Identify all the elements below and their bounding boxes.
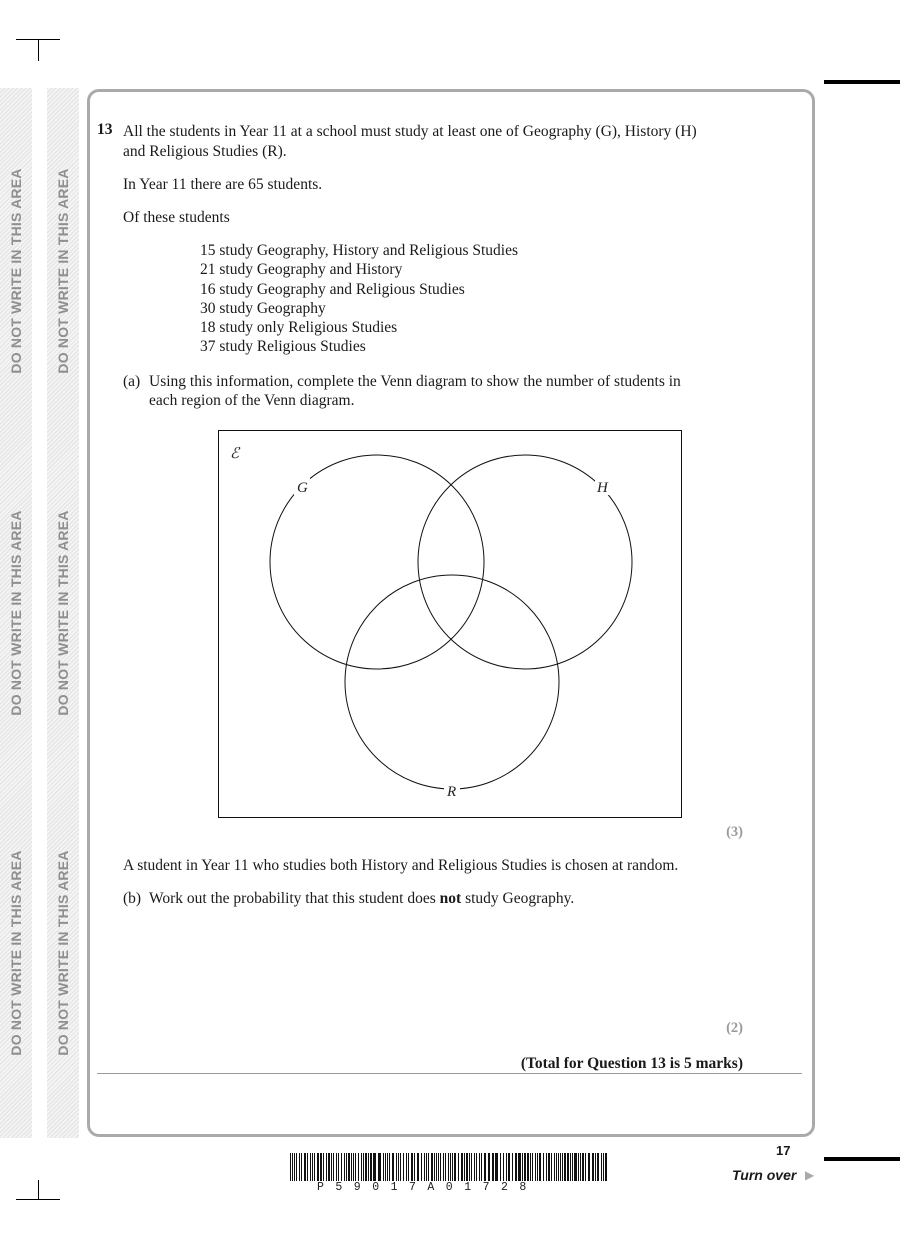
facts-list — [200, 241, 518, 357]
part-b-emphasis: not — [439, 890, 462, 907]
fact-item: 21 study Geography and History — [200, 261, 403, 279]
total-students-text: In Year 11 there are 65 students. — [123, 176, 323, 193]
barcode-bar — [387, 1153, 388, 1181]
barcode-bar — [474, 1153, 475, 1181]
barcode-bar — [592, 1153, 594, 1181]
barcode-bar — [558, 1153, 559, 1181]
turn-over-arrow-icon: ▶ — [805, 1168, 815, 1182]
barcode-bar — [448, 1153, 449, 1181]
barcode-bar — [454, 1153, 456, 1181]
barcode-bar — [331, 1153, 332, 1181]
barcode-bar — [481, 1153, 482, 1181]
question-intro — [123, 122, 697, 162]
barcode-bar — [560, 1153, 561, 1181]
barcode-bar — [424, 1153, 425, 1181]
barcode-bar — [408, 1153, 409, 1181]
barcode-bar — [588, 1153, 590, 1181]
universal-set-symbol: ℰ — [230, 446, 240, 462]
barcode-bar — [508, 1153, 510, 1181]
barcode-bar — [488, 1153, 490, 1181]
barcode-bar — [548, 1153, 550, 1181]
barcode-bar — [503, 1153, 504, 1181]
barcode-bar — [464, 1153, 465, 1181]
barcode-bar — [562, 1153, 563, 1181]
barcode-bar — [554, 1153, 555, 1181]
barcode-bar — [414, 1153, 415, 1181]
margin-warning-label: DO NOT WRITE IN THIS AREA — [8, 850, 24, 1056]
barcode-bar — [353, 1153, 354, 1181]
barcode-bar — [595, 1153, 596, 1181]
barcode-bar — [515, 1153, 517, 1181]
barcode-bar — [338, 1153, 339, 1181]
barcode-bar — [546, 1153, 547, 1181]
barcode-bar — [535, 1153, 536, 1181]
barcode-bar — [506, 1153, 507, 1181]
barcode-bar — [537, 1153, 538, 1181]
barcode-bar — [344, 1153, 345, 1181]
barcode-bar — [296, 1153, 297, 1181]
barcode-bar — [378, 1153, 381, 1181]
part-a-label: (a) — [123, 373, 141, 390]
barcode-bar — [392, 1153, 394, 1181]
barcode-bar — [580, 1153, 581, 1181]
barcode-bar — [567, 1153, 569, 1181]
barcode-bar — [385, 1153, 386, 1181]
barcode-bar — [605, 1153, 607, 1181]
barcode-bar — [527, 1153, 529, 1181]
barcode-bar — [312, 1153, 313, 1181]
question-intro-line: All the students in Year 11 at a school must study at least one of Geography (G), History (H) — [123, 123, 697, 140]
barcode-bar — [314, 1153, 315, 1181]
barcode-bar — [530, 1153, 531, 1181]
barcode-bar — [317, 1153, 319, 1181]
barcode-bar — [323, 1153, 324, 1181]
fact-item: 37 study Religious Studies — [200, 338, 366, 356]
barcode-bar — [328, 1153, 330, 1181]
barcode-bar — [479, 1153, 480, 1181]
barcode-bar — [346, 1153, 347, 1181]
barcode-bar — [403, 1153, 404, 1181]
fact-item: 15 study Geography, History and Religious Studies — [200, 242, 519, 259]
barcode-bar — [551, 1153, 552, 1181]
barcode-bar — [524, 1153, 526, 1181]
barcode-bar — [458, 1153, 459, 1181]
margin-warning-label: DO NOT WRITE IN THIS AREA — [55, 510, 71, 716]
barcode-bar — [326, 1153, 327, 1181]
question-number: 13 — [97, 121, 113, 138]
barcode-bar — [597, 1153, 599, 1181]
of-these-text: Of these students — [123, 209, 230, 226]
barcode-bar — [543, 1153, 544, 1181]
crop-mark-top — [38, 39, 39, 61]
barcode-bar — [365, 1153, 367, 1181]
barcode-bar — [603, 1153, 604, 1181]
part-b-text-end: study Geography. — [461, 890, 575, 907]
barcode-bar — [310, 1153, 311, 1181]
barcode-bar — [336, 1153, 337, 1181]
barcode-bar — [564, 1153, 566, 1181]
part-a-marks: (3) — [726, 824, 743, 840]
barcode-bar — [368, 1153, 369, 1181]
barcode-bar — [572, 1153, 573, 1181]
set-r-label: R — [447, 784, 457, 800]
barcode-bar — [383, 1153, 384, 1181]
barcode-text: P59017A01728 — [317, 1181, 538, 1194]
barcode-bar — [471, 1153, 472, 1181]
barcode-bar — [585, 1153, 586, 1181]
barcode-bar — [373, 1153, 376, 1181]
barcode-bar — [417, 1153, 419, 1181]
barcode-bar — [443, 1153, 444, 1181]
barcode-bar — [428, 1153, 429, 1181]
barcode-bar — [396, 1153, 397, 1181]
barcode-bar — [434, 1153, 435, 1181]
barcode-bar — [539, 1153, 541, 1181]
barcode-bar — [436, 1153, 437, 1181]
turn-over-label: Turn over — [732, 1167, 797, 1183]
barcode-bar — [301, 1153, 302, 1181]
barcode-bar — [398, 1153, 399, 1181]
barcode-bar — [582, 1153, 584, 1181]
part-b-text — [149, 889, 749, 908]
barcode-bar — [389, 1153, 390, 1181]
barcode-bar — [361, 1153, 362, 1181]
barcode-bar — [320, 1153, 322, 1181]
barcode-bar — [307, 1153, 308, 1181]
barcode-bar — [469, 1153, 470, 1181]
barcode-bar — [426, 1153, 427, 1181]
barcode-bar — [406, 1153, 407, 1181]
edge-bar-top — [824, 80, 900, 84]
barcode-bar — [445, 1153, 446, 1181]
barcode-bar — [500, 1153, 501, 1181]
barcode — [290, 1153, 610, 1181]
barcode-bar — [440, 1153, 441, 1181]
margin-warning-label: DO NOT WRITE IN THIS AREA — [55, 168, 71, 374]
fact-item: 18 study only Religious Studies — [200, 319, 398, 337]
barcode-bar — [522, 1153, 523, 1181]
barcode-bar — [601, 1153, 602, 1181]
barcode-bar — [574, 1153, 577, 1181]
part-a-line: each region of the Venn diagram. — [149, 392, 355, 409]
barcode-bar — [450, 1153, 451, 1181]
barcode-bar — [299, 1153, 300, 1181]
part-a-text — [149, 372, 749, 410]
barcode-bar — [438, 1153, 439, 1181]
margin-strip-inner — [47, 88, 79, 1138]
total-rule — [97, 1073, 802, 1074]
barcode-bar — [411, 1153, 413, 1181]
fact-item: 16 study Geography and Religious Studies — [200, 280, 465, 298]
barcode-bar — [304, 1153, 306, 1181]
venn-diagram[interactable] — [218, 430, 682, 819]
barcode-bar — [532, 1153, 533, 1181]
barcode-bar — [484, 1153, 486, 1181]
barcode-bar — [358, 1153, 359, 1181]
crop-mark-bottom — [38, 1180, 39, 1200]
part-b-text-start: Work out the probability that this student does — [149, 890, 440, 907]
page-number: 17 — [776, 1143, 791, 1158]
barcode-bar — [348, 1153, 350, 1181]
barcode-bar — [461, 1153, 463, 1181]
fact-item: 30 study Geography — [200, 299, 326, 317]
barcode-bar — [492, 1153, 494, 1181]
barcode-bar — [495, 1153, 498, 1181]
barcode-bar — [355, 1153, 356, 1181]
barcode-bar — [578, 1153, 579, 1181]
barcode-bar — [292, 1153, 293, 1181]
random-selection-text: A student in Year 11 who studies both History and Religious Studies is chosen at random. — [123, 857, 679, 874]
margin-warning-label: DO NOT WRITE IN THIS AREA — [55, 850, 71, 1056]
barcode-bar — [400, 1153, 401, 1181]
barcode-bar — [421, 1153, 422, 1181]
edge-bar-bottom — [824, 1157, 900, 1161]
question-intro-line: and Religious Studies (R). — [123, 143, 287, 160]
barcode-bar — [512, 1153, 513, 1181]
barcode-bar — [351, 1153, 352, 1181]
part-b-marks: (2) — [726, 1020, 743, 1036]
barcode-bar — [556, 1153, 557, 1181]
set-h-label: H — [597, 480, 608, 496]
margin-warning-label: DO NOT WRITE IN THIS AREA — [8, 168, 24, 374]
part-b-label: (b) — [123, 890, 142, 907]
part-a-line: Using this information, complete the Venn diagram to show the number of students in — [149, 373, 681, 390]
barcode-bar — [518, 1153, 521, 1181]
set-r-circle — [345, 575, 559, 789]
margin-warning-label: DO NOT WRITE IN THIS AREA — [8, 510, 24, 716]
barcode-bar — [341, 1153, 342, 1181]
barcode-bar — [476, 1153, 477, 1181]
barcode-bar — [452, 1153, 453, 1181]
margin-strip-outer — [0, 88, 32, 1138]
barcode-bar — [370, 1153, 372, 1181]
barcode-bar — [570, 1153, 571, 1181]
barcode-bar — [431, 1153, 433, 1181]
barcode-bar — [294, 1153, 295, 1181]
set-g-label: G — [297, 480, 308, 496]
barcode-bar — [466, 1153, 468, 1181]
barcode-bar — [333, 1153, 334, 1181]
barcode-bar — [363, 1153, 364, 1181]
barcode-bar — [290, 1153, 291, 1181]
question-total: (Total for Question 13 is 5 marks) — [520, 1055, 743, 1072]
